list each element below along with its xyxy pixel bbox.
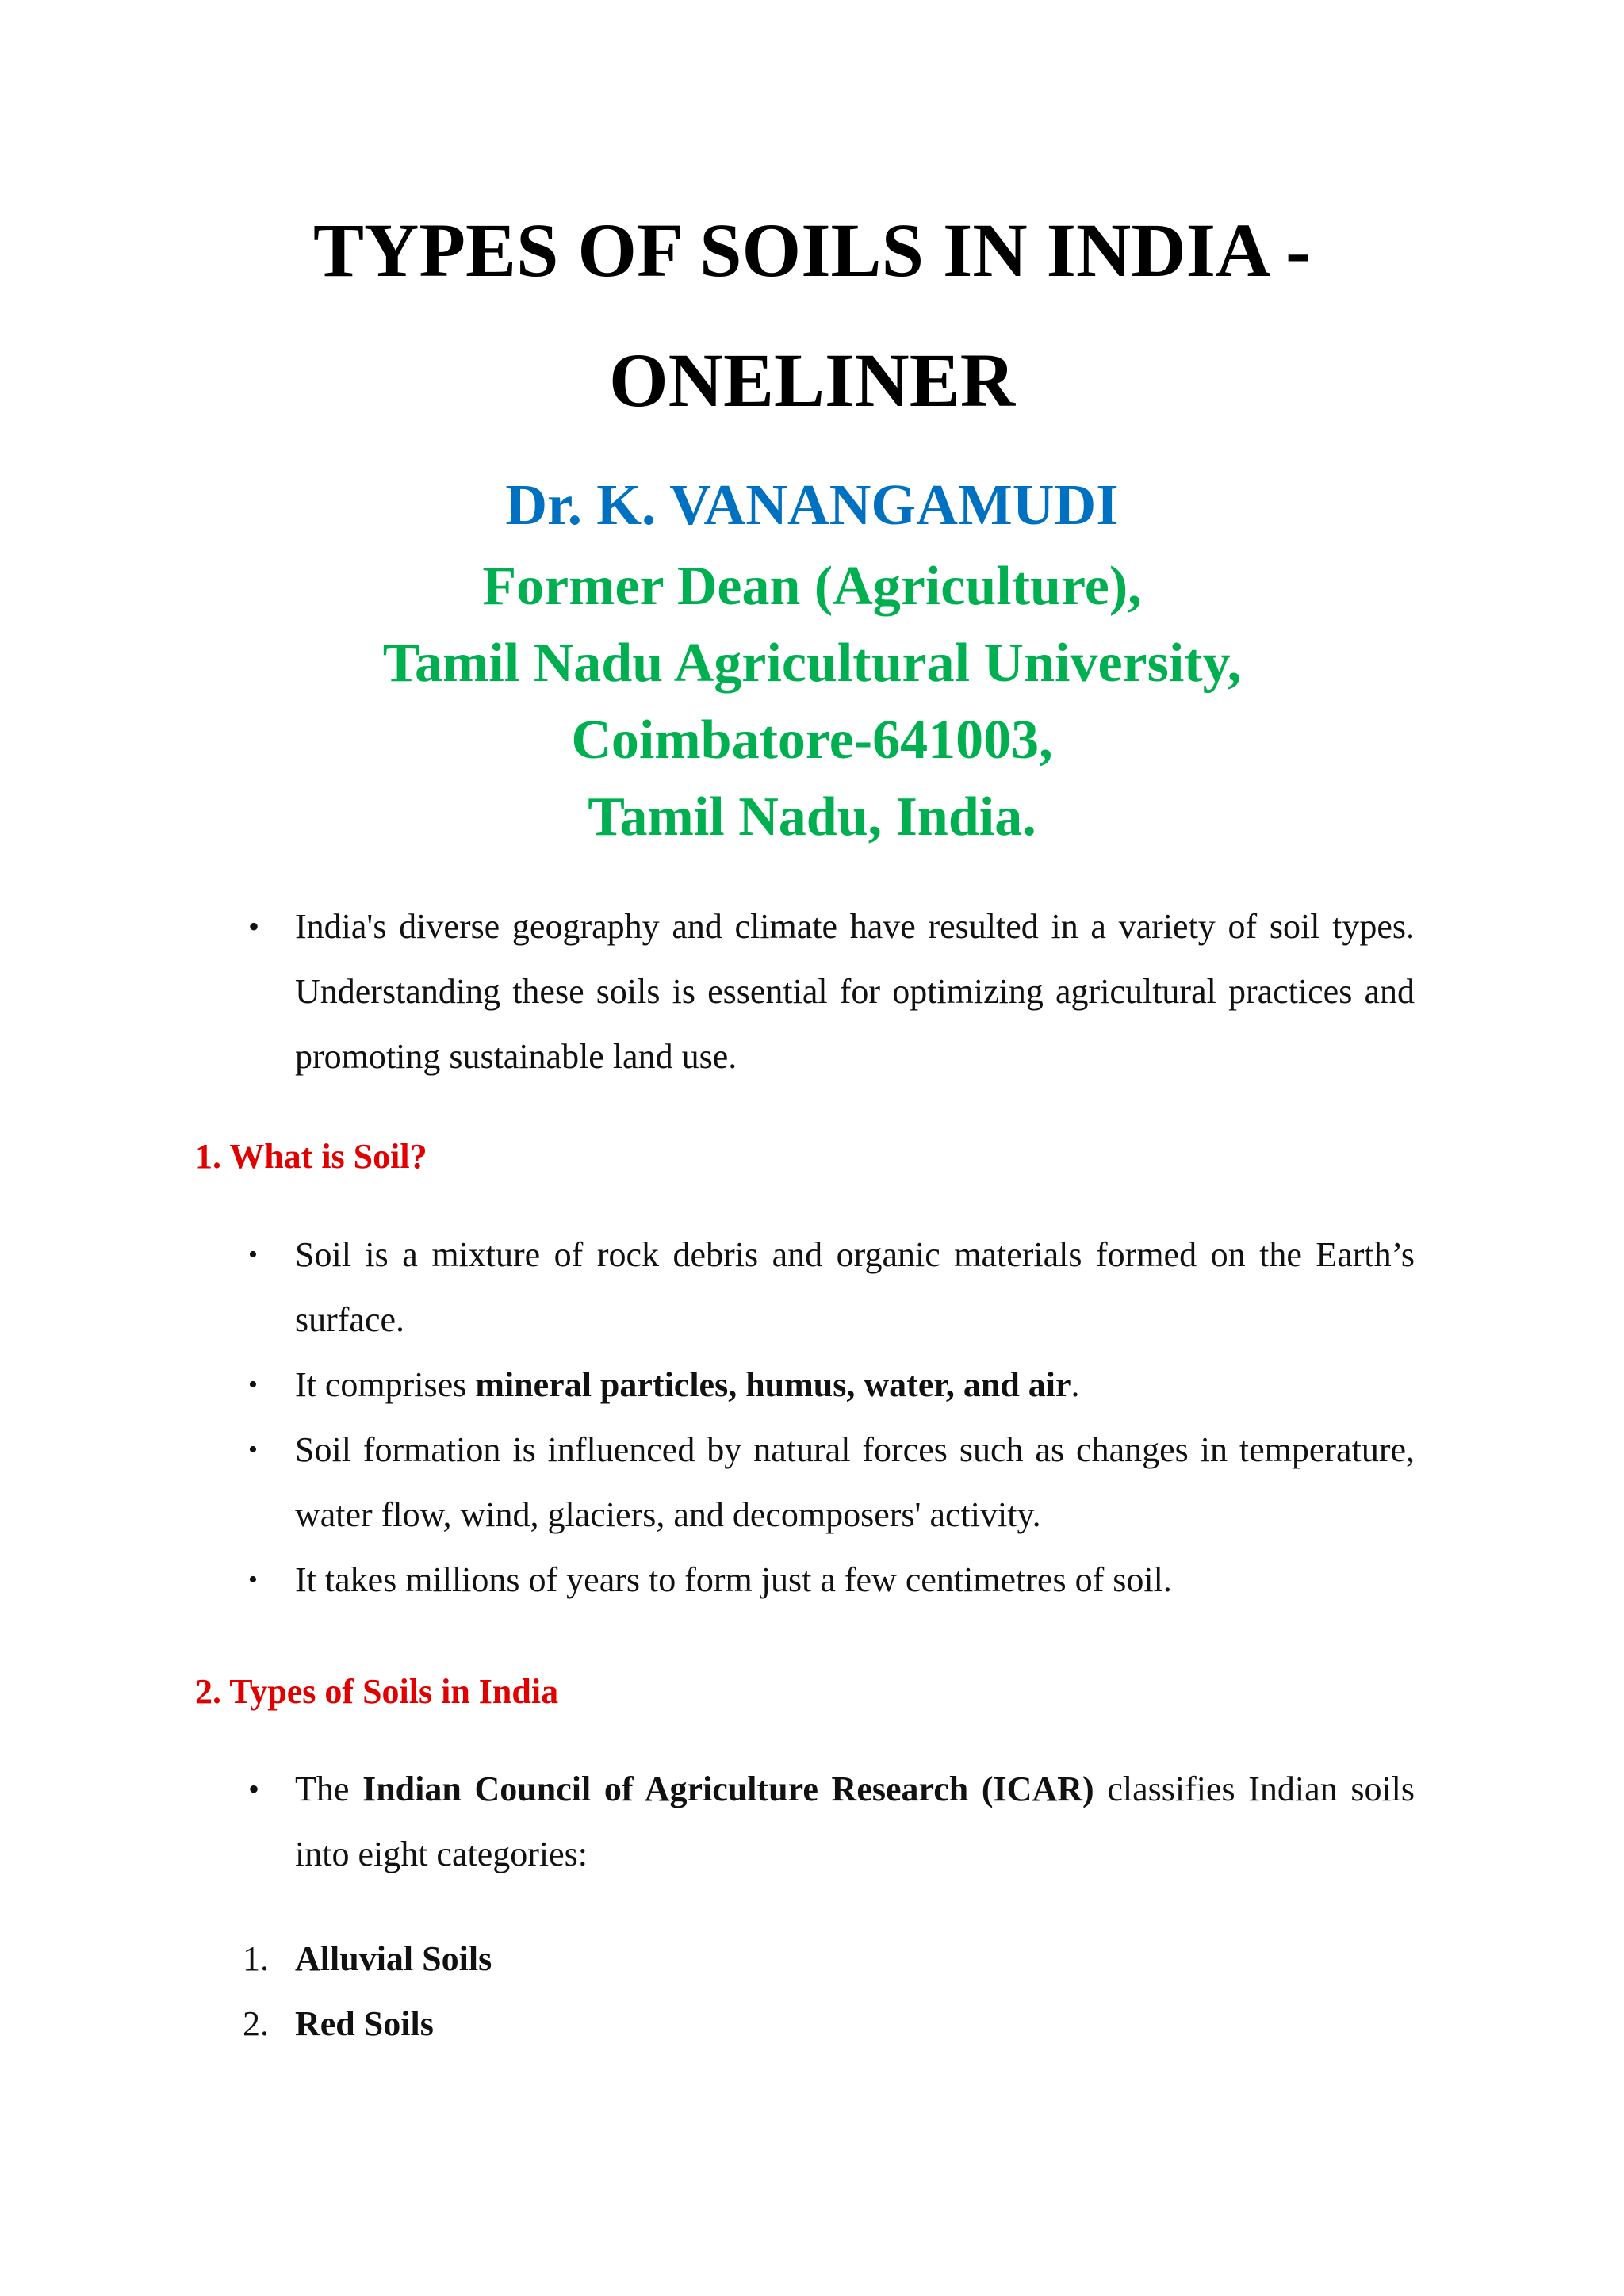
bullet-text-suffix: .	[1071, 1365, 1080, 1404]
bullet-text-bold: Indian Council of Agriculture Research (ICAR)	[362, 1770, 1094, 1808]
affiliation-line-1: Former Dean (Agriculture),	[482, 556, 1142, 617]
list-number: 2.	[243, 2004, 269, 2043]
bullet-text: It takes millions of years to form just a few centimetres of soil.	[295, 1560, 1172, 1599]
bullet-text-suffix: classifies Indian soils into eight categories:	[295, 1770, 1415, 1873]
affiliation-line-4: Tamil Nadu, India.	[588, 786, 1036, 848]
bullet-text-prefix: The	[295, 1770, 363, 1808]
bullet-icon: •	[248, 1771, 260, 1807]
section-heading-what-is-soil: 1. What is Soil?	[195, 1137, 427, 1176]
document-title-line-1: TYPES OF SOILS IN INDIA -	[312, 208, 1312, 293]
bullet-icon: •	[248, 1240, 258, 1269]
bullet-text-prefix: It comprises	[295, 1365, 476, 1404]
list-item-alluvial-soils: Alluvial Soils	[295, 1939, 492, 1978]
bullet-icon: •	[248, 909, 260, 944]
list-number: 1.	[243, 1939, 269, 1978]
intro-paragraph: India's diverse geography and climate have resulted in a variety of soil types. Understanding these soils is essential for optimizing agricultural practices and promoting sustainable land use.	[295, 907, 1415, 1076]
bullet-text	[295, 1353, 1415, 1418]
section-heading-types-of-soils: 2. Types of Soils in India	[195, 1672, 559, 1711]
bullet-icon: •	[248, 1370, 258, 1399]
bullet-text-bold: mineral particles, humus, water, and air	[475, 1365, 1071, 1404]
list-item-red-soils: Red Soils	[295, 2004, 434, 2043]
affiliation-line-2: Tamil Nadu Agricultural University,	[382, 633, 1242, 694]
bullet-text	[295, 1757, 1415, 1887]
document-title-line-2: ONELINER	[608, 338, 1016, 423]
bullet-text: Soil formation is influenced by natural forces such as changes in temperature, water flow, wind, glaciers, and decomposers' activity.	[295, 1430, 1415, 1534]
bullet-text: Soil is a mixture of rock debris and organic materials formed on the Earth’s surface.	[295, 1235, 1415, 1339]
bullet-icon: •	[248, 1565, 258, 1594]
author-name: Dr. K. VANANGAMUDI	[505, 473, 1119, 537]
affiliation-line-3: Coimbatore-641003,	[571, 710, 1053, 771]
bullet-icon: •	[248, 1435, 258, 1464]
